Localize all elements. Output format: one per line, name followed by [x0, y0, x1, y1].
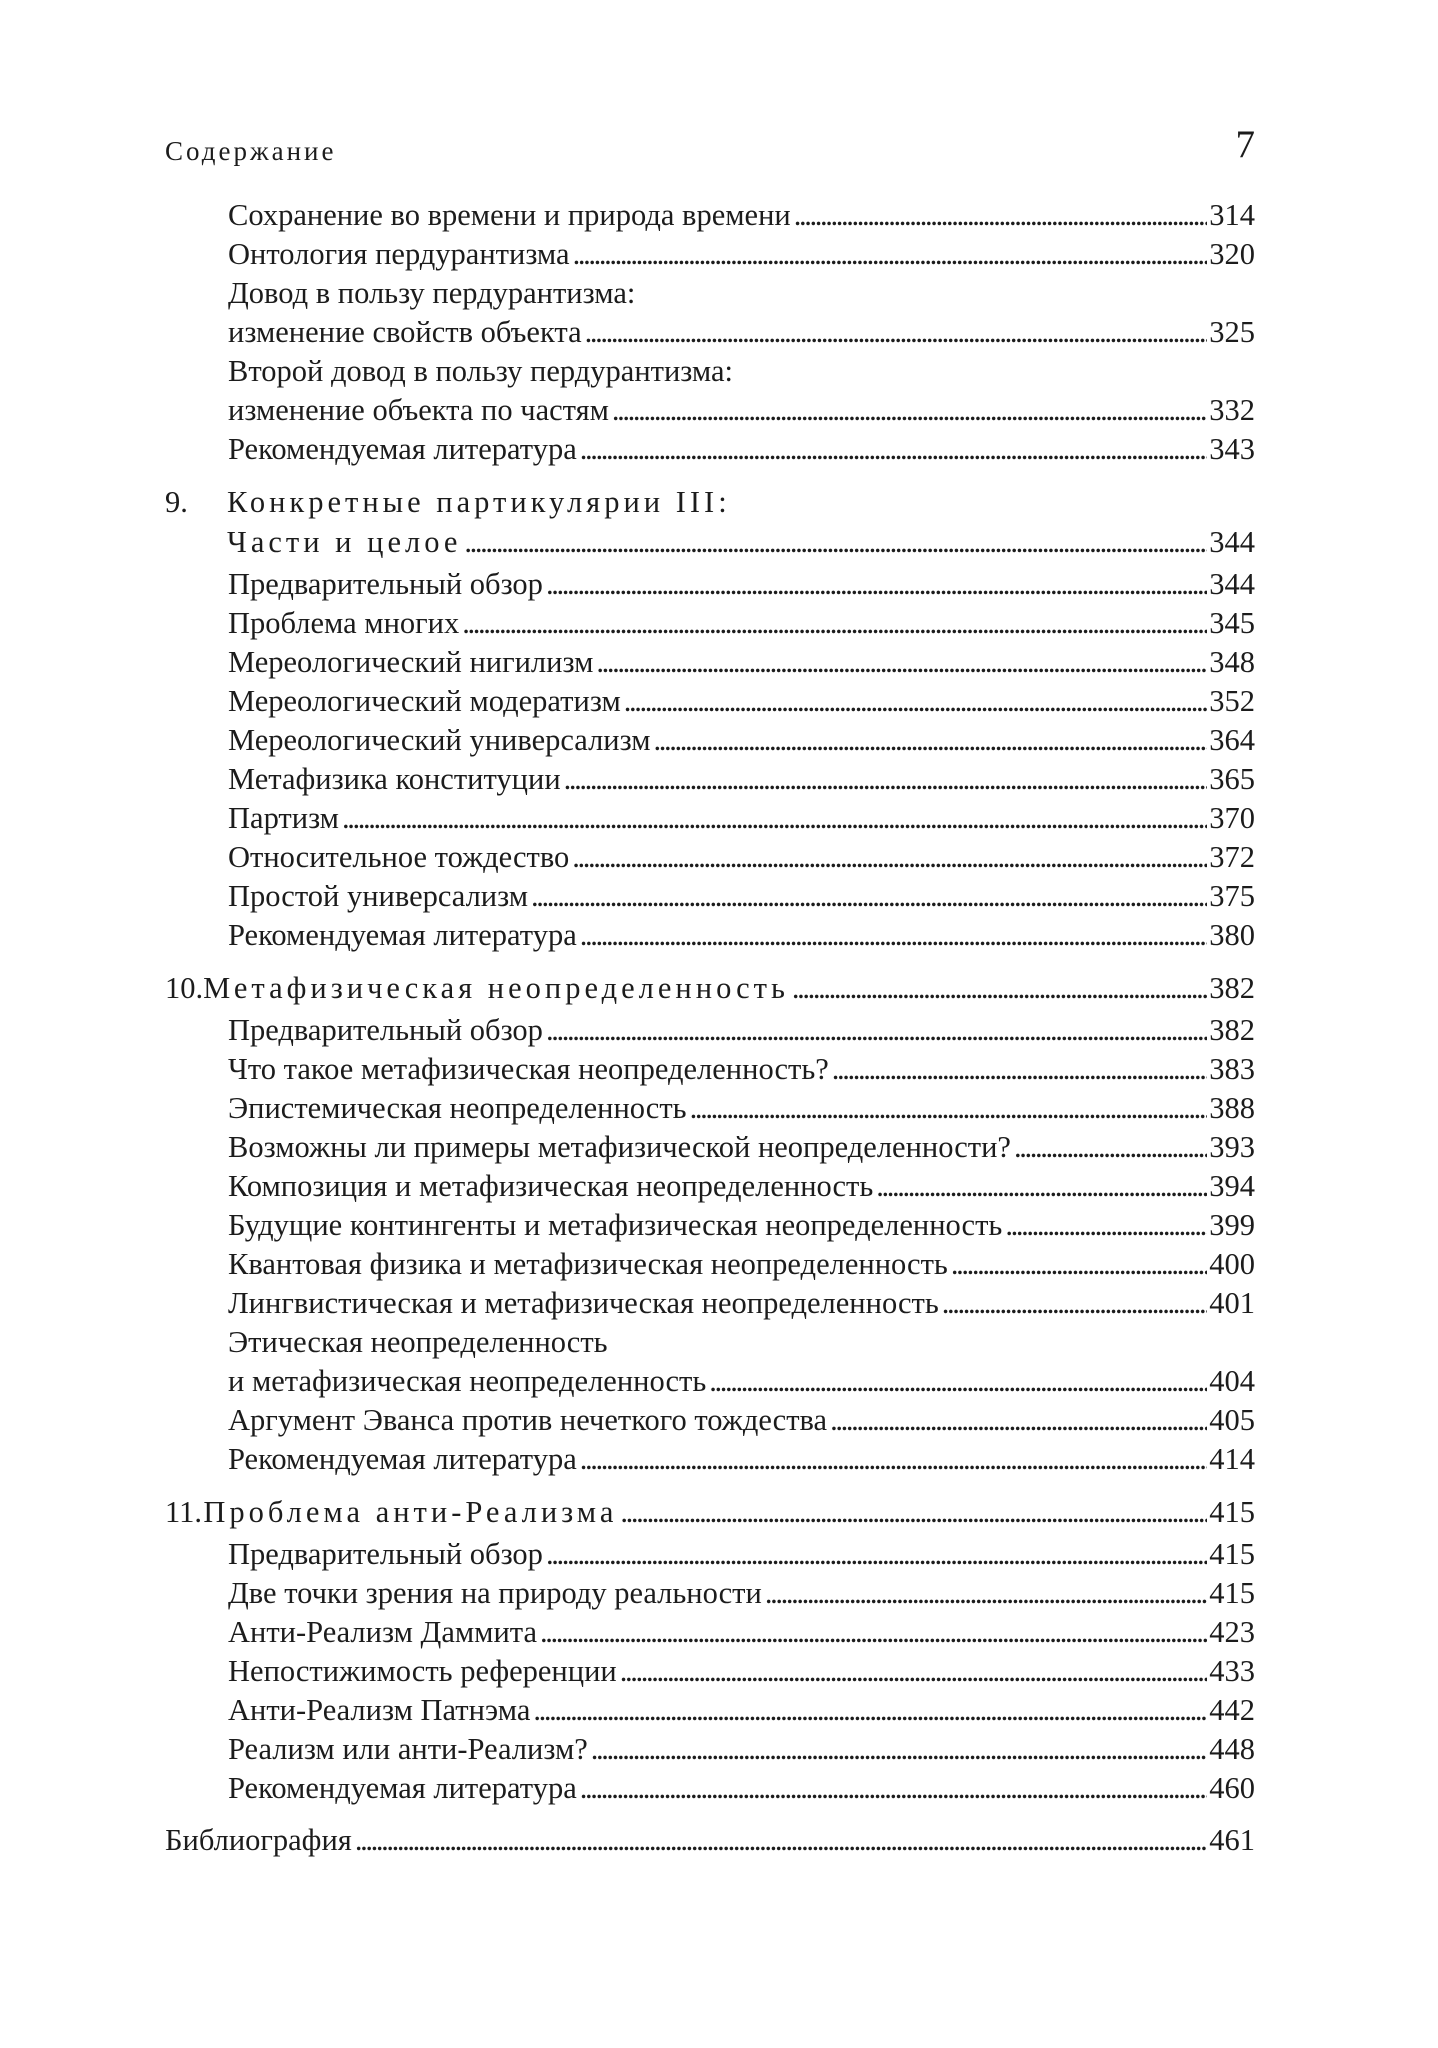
chapter-title-line	[165, 522, 1255, 562]
toc-entry-title: Рекомендуемая литература	[228, 432, 577, 466]
dot-leader	[620, 1652, 1208, 1691]
toc-entry-title: Будущие контингенты и метафизическая неопределенность	[228, 1208, 1003, 1242]
toc-entry-page: 344	[1209, 567, 1255, 601]
toc-entry	[165, 1011, 1255, 1050]
toc-entry-title: Мереологический модератизм	[228, 684, 621, 718]
toc-entry-title: Предварительный обзор	[228, 1537, 543, 1571]
toc-entry	[165, 604, 1255, 643]
toc-entry	[165, 1128, 1255, 1167]
dot-leader	[690, 1089, 1208, 1128]
dot-leader	[596, 643, 1207, 682]
toc-entry-title: Лингвистическая и метафизическая неопределенность	[228, 1286, 939, 1320]
toc-entry	[165, 1691, 1255, 1730]
toc-entry-title: Анти-Реализм Даммита	[228, 1615, 538, 1649]
toc-entry	[165, 430, 1255, 469]
toc-entry-page: 415	[1209, 1576, 1255, 1610]
toc-entry-title: Что такое метафизическая неопределенность?	[228, 1052, 829, 1086]
toc-entry-page: 348	[1209, 645, 1255, 679]
toc-entry-first-line	[165, 1323, 1255, 1362]
toc-entry-title: Второй довод в пользу пердурантизма:	[228, 354, 734, 388]
toc-entry	[165, 1440, 1255, 1479]
dot-leader	[1014, 1128, 1207, 1167]
toc-entry	[165, 1167, 1255, 1206]
dot-leader	[585, 313, 1208, 352]
dot-leader	[564, 760, 1208, 799]
toc-entry-page: 401	[1209, 1286, 1255, 1320]
page-number: 7	[1235, 123, 1255, 166]
dot-leader	[709, 1362, 1207, 1401]
toc-entry-page: 352	[1209, 684, 1255, 718]
dot-leader	[951, 1245, 1207, 1284]
chapter-title-line	[165, 482, 1255, 522]
dot-leader	[464, 522, 1207, 562]
toc-entry	[165, 877, 1255, 916]
dot-leader	[765, 1574, 1207, 1613]
toc-entry-title: Относительное тождество	[228, 840, 570, 874]
toc-entry-title: Анти-Реализм Патнэма	[228, 1693, 531, 1727]
toc-entry	[165, 682, 1255, 721]
toc-entry-page: 404	[1209, 1364, 1255, 1398]
toc-entry-page: 405	[1209, 1403, 1255, 1437]
dot-leader	[794, 196, 1208, 235]
toc-entry-page: 414	[1209, 1442, 1255, 1476]
dot-leader	[830, 1401, 1207, 1440]
toc-entry-title: Предварительный обзор	[228, 567, 543, 601]
bibliography-entry	[165, 1821, 1255, 1860]
toc-entry-title: Простой универсализм	[228, 879, 529, 913]
chapter-title-continued: Части и целое	[227, 525, 462, 559]
toc-entry	[165, 1206, 1255, 1245]
toc-entry-title: Рекомендуемая литература	[228, 918, 577, 952]
chapter-page: 382	[1209, 971, 1255, 1005]
toc-entry	[165, 760, 1255, 799]
chapter-title-line	[165, 1492, 1255, 1532]
toc-entry	[165, 391, 1255, 430]
toc-entry-page: 345	[1209, 606, 1255, 640]
dot-leader	[654, 721, 1208, 760]
toc-entry-title: Предварительный обзор	[228, 1013, 543, 1047]
toc-entry-page: 399	[1209, 1208, 1255, 1242]
dot-leader	[832, 1050, 1207, 1089]
dot-leader	[624, 682, 1208, 721]
toc-entry-page: 375	[1209, 879, 1255, 913]
toc-entry-page: 394	[1209, 1169, 1255, 1203]
chapter-11	[165, 1492, 1255, 1808]
dot-leader	[580, 916, 1207, 955]
toc-entry	[165, 1652, 1255, 1691]
toc-entry-title-continued: и метафизическая неопределенность	[228, 1364, 707, 1398]
toc-entry-page: 383	[1209, 1052, 1255, 1086]
toc-entry	[165, 799, 1255, 838]
toc-entry-title: Реализм или анти-Реализм?	[228, 1732, 588, 1766]
dot-leader	[876, 1167, 1207, 1206]
toc-entry	[165, 1050, 1255, 1089]
toc-entry-page: 365	[1209, 762, 1255, 796]
running-head-title: Содержание	[165, 136, 337, 166]
toc-entry-title: Квантовая физика и метафизическая неопределенность	[228, 1247, 948, 1281]
intro-entries-group	[165, 196, 1255, 469]
toc-entry-page: 400	[1209, 1247, 1255, 1281]
toc-entry-first-line	[165, 352, 1255, 391]
toc-entry-page: 320	[1209, 237, 1255, 271]
toc-entry-page: 442	[1209, 1693, 1255, 1727]
toc-entry-title: Партизм	[228, 801, 339, 835]
dot-leader	[573, 235, 1208, 274]
toc-entry-page: 382	[1209, 1013, 1255, 1047]
bibliography-page: 461	[1209, 1823, 1255, 1857]
chapter-number: 10.	[165, 971, 204, 1005]
chapter-heading	[165, 1492, 1255, 1532]
dot-leader	[546, 565, 1207, 604]
toc-entry	[165, 1362, 1255, 1401]
toc-entry-title: Возможны ли примеры метафизической неопределенности?	[228, 1130, 1011, 1164]
toc-entry-page: 388	[1209, 1091, 1255, 1125]
chapter-page: 415	[1209, 1495, 1255, 1529]
dot-leader	[546, 1535, 1207, 1574]
toc-entry-title: Этическая неопределенность	[228, 1325, 608, 1359]
dot-leader	[580, 430, 1207, 469]
chapter-heading	[165, 968, 1255, 1008]
chapter-9	[165, 482, 1255, 955]
toc-entry-page: 415	[1209, 1537, 1255, 1571]
toc-entry	[165, 1613, 1255, 1652]
chapter-number: 11.	[165, 1495, 202, 1529]
dot-leader	[342, 799, 1207, 838]
toc-entry-page: 372	[1209, 840, 1255, 874]
chapter-title: Проблема анти-Реализма	[203, 1495, 618, 1529]
toc-entry	[165, 1730, 1255, 1769]
toc-entry-title: Мереологический нигилизм	[228, 645, 594, 679]
toc-entry-page: 393	[1209, 1130, 1255, 1164]
toc-entry-title: Мереологический универсализм	[228, 723, 651, 757]
toc-entry-title: Непостижимость референции	[228, 1654, 617, 1688]
toc-entry-first-line	[165, 274, 1255, 313]
chapter-10	[165, 968, 1255, 1479]
toc-entry-page: 343	[1209, 432, 1255, 466]
dot-leader	[580, 1440, 1207, 1479]
chapter-heading	[165, 482, 1255, 562]
dot-leader	[612, 391, 1207, 430]
bibliography-title: Библиография	[165, 1823, 352, 1857]
toc-entry	[165, 838, 1255, 877]
toc-entry-title: Аргумент Эванса против нечеткого тождества	[228, 1403, 828, 1437]
dot-leader	[1005, 1206, 1207, 1245]
toc-entry	[165, 1401, 1255, 1440]
toc-entry-page: 380	[1209, 918, 1255, 952]
chapter-page: 344	[1209, 525, 1255, 559]
dot-leader	[355, 1821, 1207, 1860]
toc-entry-title: Онтология пердурантизма	[228, 237, 570, 271]
dot-leader	[533, 1691, 1207, 1730]
dot-leader	[591, 1730, 1207, 1769]
dot-leader	[540, 1613, 1207, 1652]
toc-entry-page: 423	[1209, 1615, 1255, 1649]
toc-entry-title: Довод в пользу пердурантизма:	[228, 276, 636, 310]
toc-entry	[165, 1769, 1255, 1808]
toc-entry-title: Рекомендуемая литература	[228, 1771, 577, 1805]
chapter-title-line	[165, 968, 1255, 1008]
toc-entry-page: 325	[1209, 315, 1255, 349]
toc-entry	[165, 313, 1255, 352]
toc-entry-title: Сохранение во времени и природа времени	[228, 198, 791, 232]
toc-entry-page: 332	[1209, 393, 1255, 427]
toc-entry-page: 370	[1209, 801, 1255, 835]
chapter-title: Метафизическая неопределенность	[203, 971, 789, 1005]
chapter-title: Конкретные партикулярии III:	[227, 485, 731, 519]
toc-entry-title: Проблема многих	[228, 606, 460, 640]
toc-entry	[165, 1284, 1255, 1323]
toc-entry-title-continued: изменение свойств объекта	[228, 315, 582, 349]
toc-entry	[165, 196, 1255, 235]
toc-entry-title: Композиция и метафизическая неопределенность	[228, 1169, 874, 1203]
toc-entry-title: Эпистемическая неопределенность	[228, 1091, 687, 1125]
toc-entry	[165, 565, 1255, 604]
toc-entry-title: Метафизика конституции	[228, 762, 561, 796]
toc-entry-title: Рекомендуемая литература	[228, 1442, 577, 1476]
toc-entry	[165, 643, 1255, 682]
dot-leader	[580, 1769, 1207, 1808]
table-of-contents	[165, 196, 1255, 1860]
dot-leader	[546, 1011, 1207, 1050]
toc-entry	[165, 1535, 1255, 1574]
dot-leader	[572, 838, 1207, 877]
dot-leader	[792, 968, 1207, 1008]
dot-leader	[620, 1492, 1207, 1532]
dot-leader	[531, 877, 1207, 916]
toc-entry-page: 448	[1209, 1732, 1255, 1766]
chapter-number: 9.	[165, 485, 188, 519]
dot-leader	[462, 604, 1207, 643]
toc-entry-title: Две точки зрения на природу реальности	[228, 1576, 762, 1610]
dot-leader	[942, 1284, 1208, 1323]
running-head	[165, 122, 1255, 172]
toc-entry	[165, 235, 1255, 274]
toc-entry-title-continued: изменение объекта по частям	[228, 393, 609, 427]
toc-entry	[165, 1245, 1255, 1284]
toc-entry	[165, 1574, 1255, 1613]
toc-entry	[165, 916, 1255, 955]
toc-entry-page: 433	[1209, 1654, 1255, 1688]
toc-entry-page: 364	[1209, 723, 1255, 757]
toc-entry	[165, 721, 1255, 760]
toc-entry	[165, 1089, 1255, 1128]
toc-entry-page: 460	[1209, 1771, 1255, 1805]
toc-entry-page: 314	[1209, 198, 1255, 232]
